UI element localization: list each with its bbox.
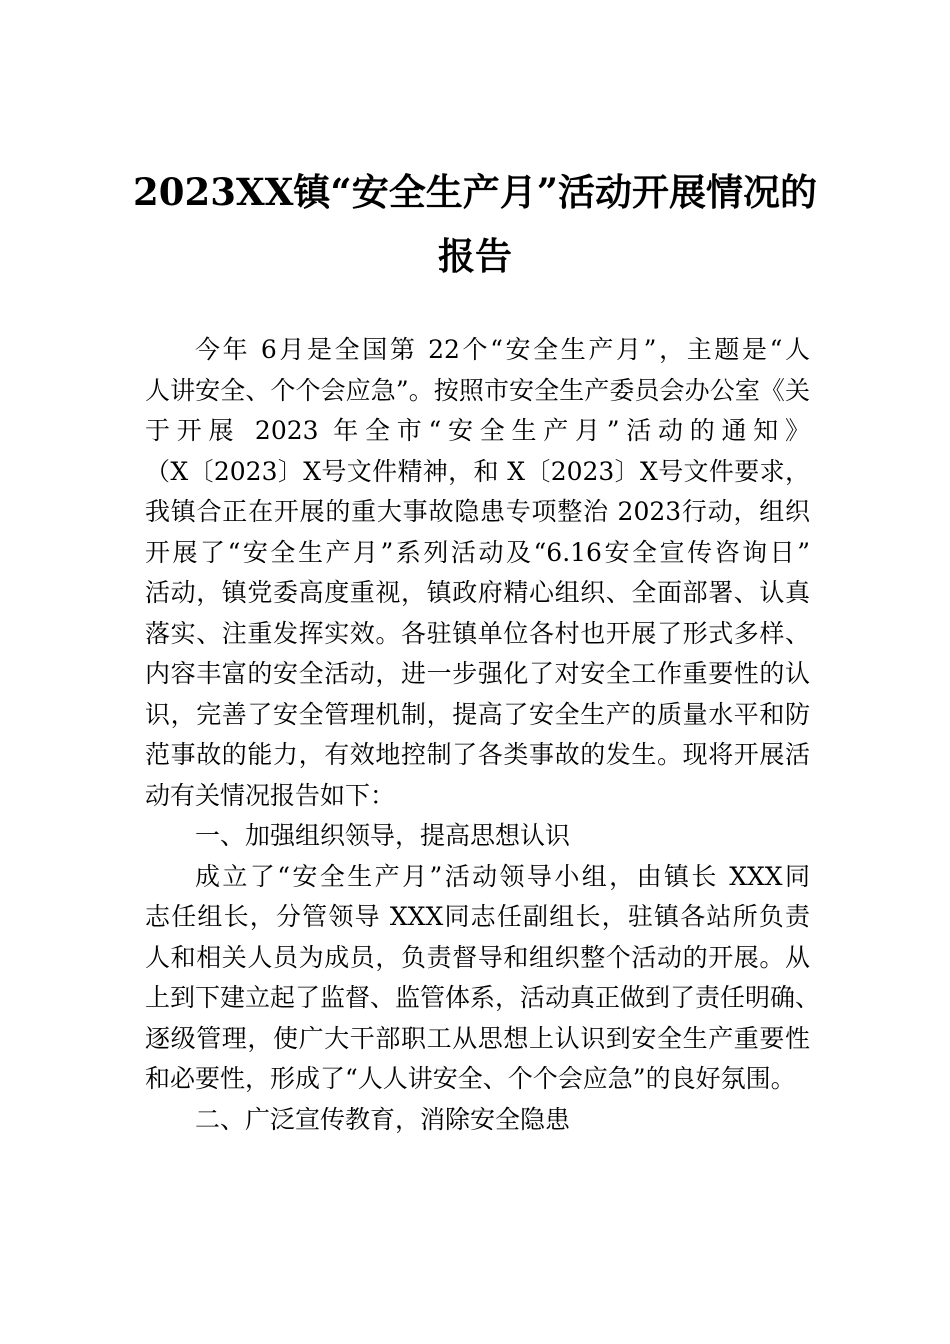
section-1-line: 和必要性，形成了“人人讲安全、个个会应急”的良好氛围。 bbox=[145, 1064, 796, 1093]
title-line-1: 2023XX镇“安全生产月”活动开展情况的 bbox=[133, 170, 817, 214]
intro-line: （X〔2023〕X号文件精神，和 X〔2023〕X号文件要求， bbox=[145, 456, 810, 486]
section-heading-2: 二、广泛宣传教育，消除安全隐患 bbox=[195, 1104, 571, 1134]
title-line-2: 报告 bbox=[438, 234, 512, 278]
intro-paragraph bbox=[145, 330, 810, 816]
document-body bbox=[145, 330, 821, 1140]
section-1-paragraph bbox=[145, 857, 821, 1100]
intro-line: 动有关情况报告如下： bbox=[145, 780, 396, 810]
intro-line: 范事故的能力，有效地控制了各类事故的发生。现将开展活 bbox=[145, 740, 810, 769]
section-1-line: 逐级管理，使广大干部职工从思想上认识到安全生产重要性 bbox=[145, 1023, 810, 1053]
intro-line: 活动，镇党委高度重视，镇政府精心组织、全面部署、认真 bbox=[145, 578, 810, 607]
section-1-line: 成立了“安全生产月”活动领导小组，由镇长 XXX同 bbox=[195, 861, 810, 891]
intro-line: 今年 6月是全国第 22个“安全生产月”，主题是“人 bbox=[195, 335, 810, 364]
intro-line: 于开展 2023 年全市“安全生产月”活动的通知》 bbox=[145, 416, 810, 445]
section-heading-1: 一、加强组织领导，提高思想认识 bbox=[195, 821, 571, 850]
intro-line: 内容丰富的安全活动，进一步强化了对安全工作重要性的认 bbox=[145, 659, 810, 688]
intro-line: 人讲安全、个个会应急”。按照市安全生产委员会办公室《关 bbox=[145, 375, 810, 405]
section-1-line: 人和相关人员为成员，负责督导和组织整个活动的开展。从 bbox=[145, 942, 810, 972]
section-1-line: 志任组长，分管领导 XXX同志任副组长，驻镇各站所负责 bbox=[145, 902, 810, 931]
document-title bbox=[100, 160, 850, 288]
intro-line: 落实、注重发挥实效。各驻镇单位各村也开展了形式多样、 bbox=[145, 618, 810, 648]
intro-line: 开展了“安全生产月”系列活动及“6.16安全宣传咨询日” bbox=[145, 537, 810, 567]
intro-line: 我镇合正在开展的重大事故隐患专项整治 2023行动，组织 bbox=[145, 497, 810, 526]
intro-line: 识，完善了安全管理机制，提高了安全生产的质量水平和防 bbox=[145, 699, 810, 729]
section-1-line: 上到下建立起了监督、监管体系，活动真正做到了责任明确、 bbox=[145, 983, 821, 1012]
